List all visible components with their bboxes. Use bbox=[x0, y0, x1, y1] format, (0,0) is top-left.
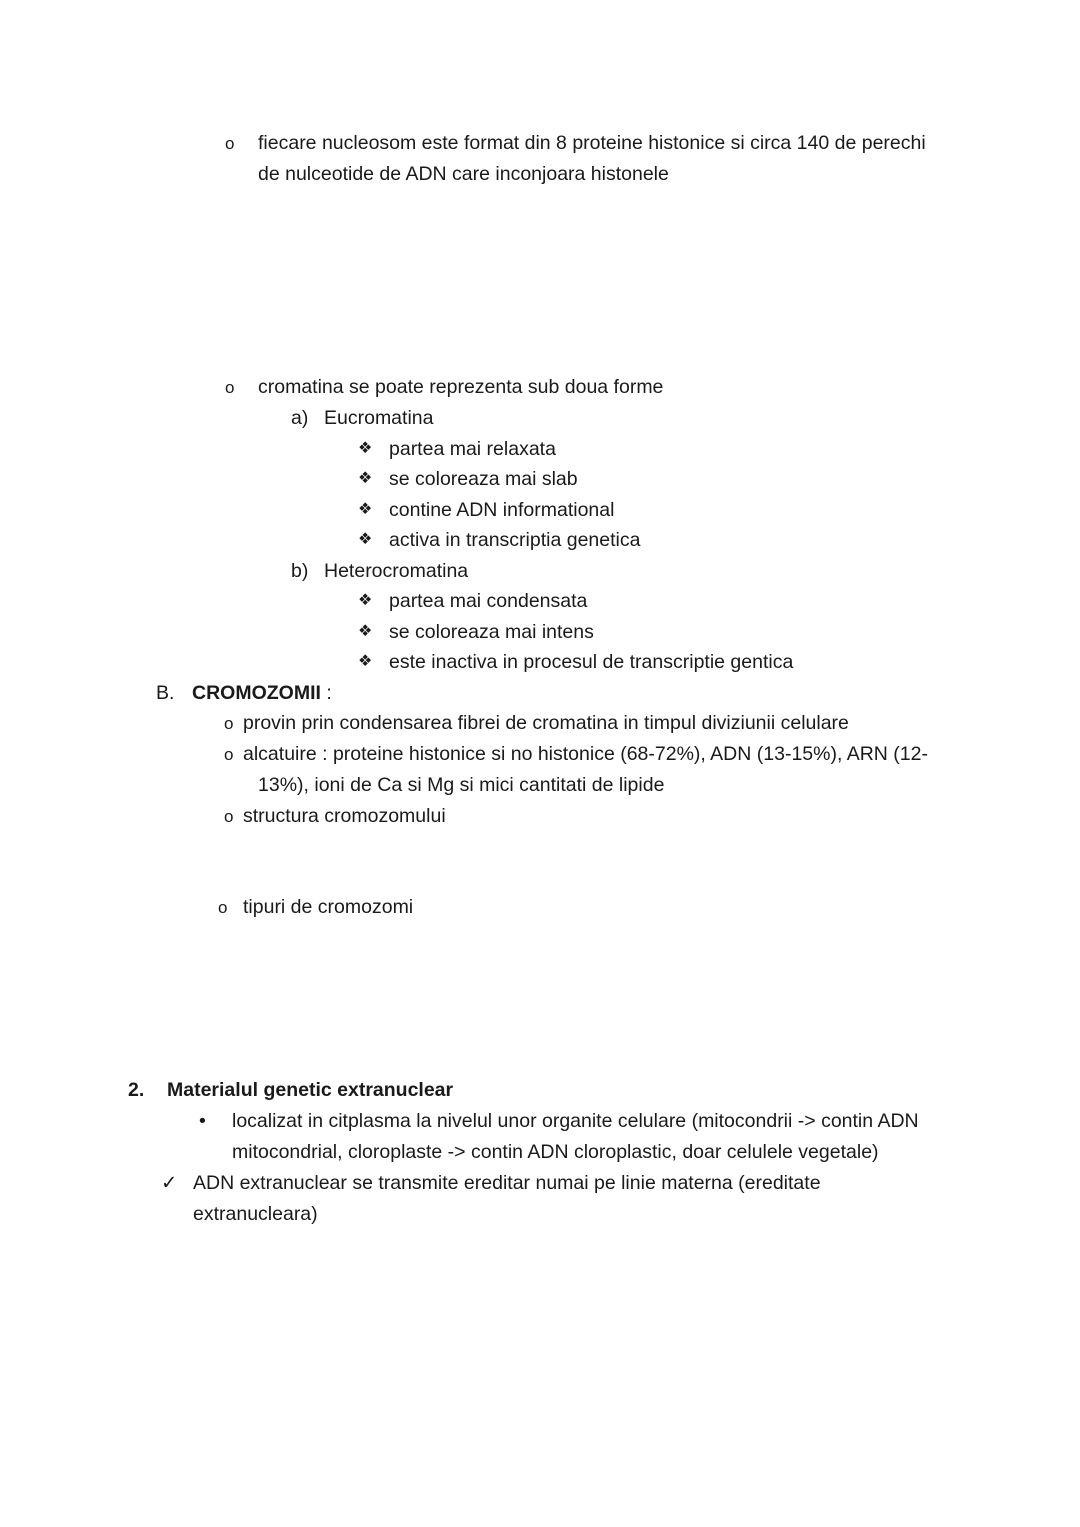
nucleosom-text-line1: fiecare nucleosom este format din 8 proteine histonice si circa 140 de perechi bbox=[258, 132, 926, 154]
cromozomi-item: provin prin condensarea fibrei de cromatina in timpul diviziunii celulare bbox=[243, 712, 849, 734]
diamond-bullet-icon: ❖ bbox=[358, 623, 373, 640]
extranuclear-bullet-line2: mitocondrial, cloroplaste -> contin ADN cloroplastic, doar celulele vegetale) bbox=[232, 1141, 879, 1163]
extranuclear-check-line1: ADN extranuclear se transmite ereditar numai pe linie materna (ereditate bbox=[193, 1172, 821, 1194]
circle-bullet-icon: o bbox=[224, 714, 234, 733]
eucromatina-item: activa in transcriptia genetica bbox=[389, 529, 641, 551]
circle-bullet-icon: o bbox=[224, 745, 234, 764]
cromozomi-item: structura cromozomului bbox=[243, 805, 446, 827]
heterocromatina-item: este inactiva in procesul de transcriptie gentica bbox=[389, 651, 794, 673]
extranuclear-heading: Materialul genetic extranuclear bbox=[167, 1079, 454, 1101]
heading-colon: : bbox=[320, 682, 332, 704]
diamond-bullet-icon: ❖ bbox=[358, 653, 373, 670]
section-heading bbox=[192, 681, 332, 705]
eucromatina-item: partea mai relaxata bbox=[389, 438, 556, 460]
cromozomi-item: alcatuire : proteine histonice si no histonice (68-72%), ADN (13-15%), ARN (12- bbox=[243, 743, 928, 765]
diamond-bullet-icon: ❖ bbox=[358, 531, 373, 548]
cromozomi-item-continuation: 13%), ioni de Ca si Mg si mici cantitati de lipide bbox=[258, 774, 665, 796]
eucromatina-item: se coloreaza mai slab bbox=[389, 468, 578, 490]
heterocromatina-title: Heterocromatina bbox=[324, 560, 469, 582]
eucromatina-title: Eucromatina bbox=[324, 407, 434, 429]
circle-bullet-icon: o bbox=[218, 898, 228, 917]
diamond-bullet-icon: ❖ bbox=[358, 592, 373, 609]
eucromatina-marker: a) bbox=[291, 407, 309, 429]
section-marker: B. bbox=[156, 682, 175, 704]
dot-bullet-icon: • bbox=[199, 1110, 206, 1132]
heterocromatina-marker: b) bbox=[291, 560, 309, 582]
section-number: 2. bbox=[128, 1079, 145, 1101]
nucleosom-text-line2: de nulceotide de ADN care inconjoara histonele bbox=[258, 163, 669, 185]
extranuclear-bullet-line1: localizat in citplasma la nivelul unor organite celulare (mitocondrii -> contin ADN bbox=[232, 1110, 919, 1132]
extranuclear-check-line2: extranucleara) bbox=[193, 1203, 318, 1225]
checkmark-icon: ✓ bbox=[161, 1172, 178, 1194]
circle-bullet-icon: o bbox=[225, 378, 235, 397]
diamond-bullet-icon: ❖ bbox=[358, 470, 373, 487]
eucromatina-item: contine ADN informational bbox=[389, 499, 615, 521]
heterocromatina-item: se coloreaza mai intens bbox=[389, 621, 594, 643]
diamond-bullet-icon: ❖ bbox=[358, 440, 373, 457]
cromatina-intro: cromatina se poate reprezenta sub doua forme bbox=[258, 376, 664, 398]
heterocromatina-item: partea mai condensata bbox=[389, 590, 588, 612]
diamond-bullet-icon: ❖ bbox=[358, 501, 373, 518]
tipuri-cromozomi: tipuri de cromozomi bbox=[243, 896, 414, 918]
circle-bullet-icon: o bbox=[224, 807, 234, 826]
cromozomi-heading: CROMOZOMII bbox=[192, 682, 321, 704]
circle-bullet-icon: o bbox=[225, 134, 235, 153]
